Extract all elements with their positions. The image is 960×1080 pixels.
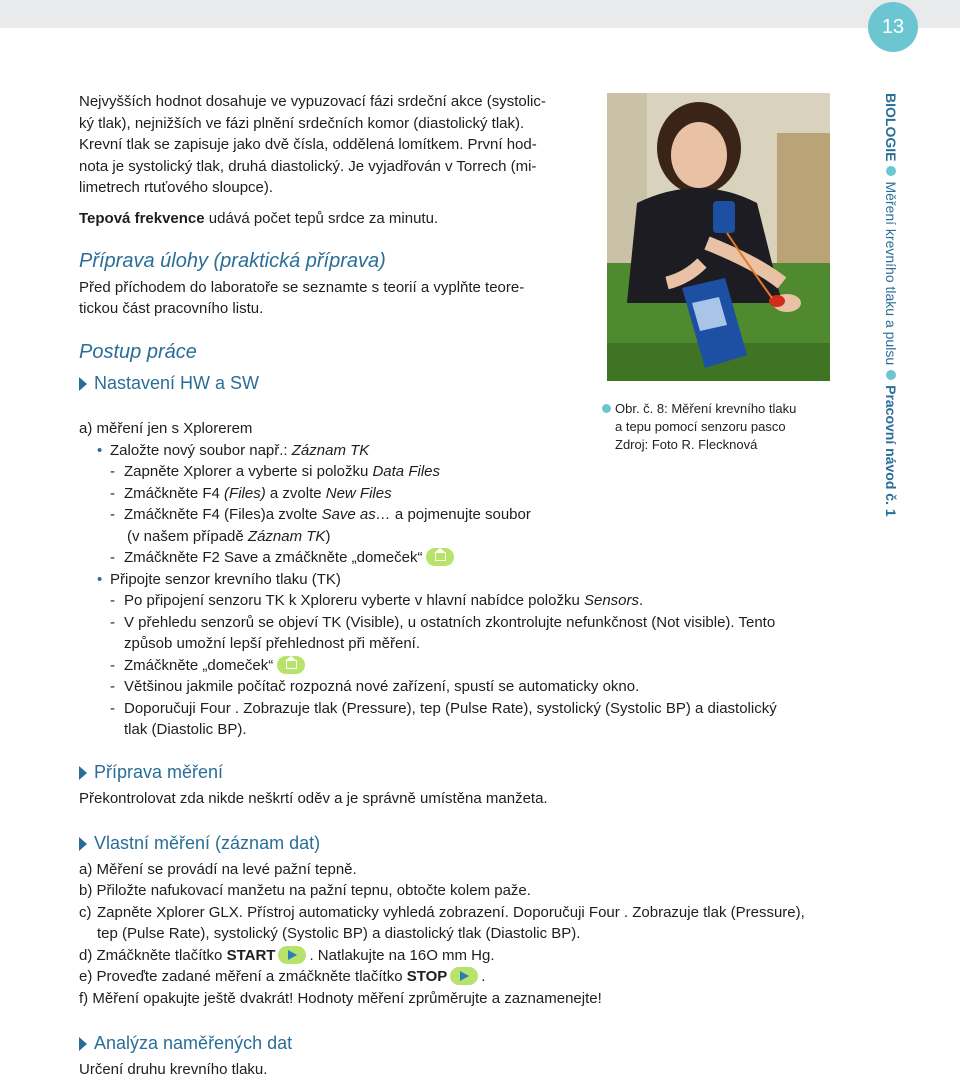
dash-marker: - [110,504,115,526]
dash-marker: - [110,612,115,634]
list-item [79,547,839,569]
dash-marker: - [110,655,115,677]
text-italic: Sensors [584,592,639,609]
dot-icon [886,370,896,380]
text-italic: New Files [326,485,392,502]
step-a: a) měření jen s Xplorerem [79,418,839,440]
text-bold: STOP [407,968,448,985]
section-vlastni-mereni [79,833,839,1009]
list-item [79,504,839,526]
section-priprava-mereni [79,762,839,809]
step-c [79,902,839,924]
text: Zmáčkněte F2 Save a zmáčkněte „domeček“ [124,549,422,566]
triangle-icon [79,377,87,391]
caption-line: Obr. č. 8: Měření krevního tlaku [615,401,796,416]
intro-column [79,91,585,395]
subheading-text: Vlastní měření (záznam dat) [94,833,320,855]
text: a zvolte [266,485,326,502]
text: Založte nový soubor např.: [110,442,292,459]
dash-marker: - [110,461,115,483]
text-line: tickou část pracovního listu. [79,300,263,317]
list-item-continued: způsob umožní lepší přehlednost při měření. [79,633,839,655]
list-item [79,483,839,505]
step-key: c) [79,902,92,924]
text: Zapněte Xplorer a vyberte si položku [124,463,372,480]
text: Zmáčkněte „domeček“ [124,657,273,674]
dash-marker: - [110,483,115,505]
term-bold: Tepová frekvence [79,210,205,227]
subheading-text: Analýza naměřených dat [94,1033,292,1055]
text: V přehledu senzorů se objeví TK (Visible), u ostatních zkontrolujte nefunkčnost (Not visible). Tento [124,614,775,631]
list-item-continued [79,526,839,548]
text-line: Krevní tlak se zapisuje jako dvě čísla, oddělená lomítkem. První hod- [79,136,537,153]
step-c-continued: tep (Pulse Rate), systolický (Systolic BP) a diastolický tlak (Diastolic BP). [79,923,839,945]
text-italic: (Files) [224,485,266,502]
dash-marker: - [110,698,115,720]
heading-analyza [79,1033,839,1055]
caption-line: Zdroj: Foto R. Flecknová [602,436,832,454]
text: Zapněte Xplorer GLX. Přístroj automaticky vyhledá zobrazení. Doporučuji Four . Zobrazuje tlak (Pressure), [97,904,805,921]
list-item-continued: tlak (Diastolic BP). [79,719,839,741]
home-icon [277,656,305,674]
triangle-icon [79,766,87,780]
step-e [79,966,839,988]
heading-postup: Postup práce [79,342,585,364]
list-item [79,698,839,720]
page-number: 13 [868,2,918,52]
heading-priprava-mereni [79,762,839,784]
top-bar [0,0,960,28]
text: Zmáčkněte F4 (Files)a zvolte [124,506,322,523]
heading-hw-sw [79,373,585,395]
list-item [79,569,839,591]
text-line: ký tlak), nejnižších ve fázi plnění srdečních komor (diastolický tlak). [79,115,524,132]
triangle-icon [79,1037,87,1051]
dot-icon [886,166,896,176]
text-italic: Data Files [372,463,440,480]
heading-priprava-ulohy: Příprava úlohy (praktická příprava) [79,251,585,273]
sidebar-running-title [880,93,910,533]
dot-icon [602,404,611,413]
sidebar-doc: Pracovní návod č. 1 [883,385,899,517]
text: a pojmenujte soubor [391,506,531,523]
subheading-text: Příprava měření [94,762,223,784]
text: . [481,968,485,985]
text-line: limetrech rtuťového sloupce). [79,179,273,196]
text: . Natlakujte na 16O mm Hg. [309,947,494,964]
photo-illustration [607,93,830,381]
home-icon [426,548,454,566]
text: Zmáčkněte F4 [124,485,224,502]
sidebar-topic: Měření krevního tlaku a pulsu [883,181,899,365]
step-f: f) Měření opakujte ještě dvakrát! Hodnoty měření zprůměrujte a zaznamenejte! [79,988,839,1010]
pulse-paragraph [79,208,585,230]
text: (v našem případě [127,528,248,545]
text-italic: Save as… [322,506,391,523]
step-d [79,945,839,967]
section-analyza [79,1033,839,1080]
text: . [639,592,643,609]
text-line: Nejvyšších hodnot dosahuje ve vypuzovací fázi srdeční akce (systolic- [79,93,546,110]
text: Po připojení senzoru TK k Xploreru vyberte v hlavní nabídce položku [124,592,584,609]
text: Doporučuji Four . Zobrazuje tlak (Pressure), tep (Pulse Rate), systolický (Systolic BP) a diastolický [124,700,777,717]
list-item [79,440,839,462]
list-item [79,655,839,677]
step-a: a) Měření se provádí na levé pažní tepně. [79,859,839,881]
list-item [79,612,839,634]
list-item [79,590,839,612]
text: udává počet tepů srdce za minutu. [205,210,438,227]
text: Překontrolovat zda nikde neškrtí oděv a je správně umístěna manžeta. [79,788,839,810]
text-line: Před příchodem do laboratoře se seznamte s teorií a vyplňte teore- [79,279,524,296]
play-icon [278,946,306,964]
list-item [79,461,839,483]
photo-blood-pressure [607,93,830,381]
text: ) [325,528,330,545]
text-bold: START [227,947,276,964]
play-icon [450,967,478,985]
step-b: b) Přiložte nafukovací manžetu na pažní tepnu, obtočte kolem paže. [79,880,839,902]
list-item [79,676,839,698]
text-italic: Záznam TK [292,442,370,459]
priprava-text [79,277,585,320]
text: Většinou jakmile počítač rozpozná nové zařízení, spustí se automaticky okno. [124,678,639,695]
text-italic: Záznam TK [248,528,326,545]
triangle-icon [79,837,87,851]
text: Určení druhu krevního tlaku. [79,1059,839,1080]
subheading-text: Nastavení HW a SW [94,373,259,395]
caption-line: a tepu pomocí senzoru pasco [602,418,832,436]
dash-marker: - [110,547,115,569]
text: Připojte senzor krevního tlaku (TK) [110,571,341,588]
dash-marker: - [110,676,115,698]
intro-paragraph [79,91,585,199]
text: d) Zmáčkněte tlačítko [79,947,227,964]
sidebar-subject: BIOLOGIE [883,93,899,161]
postup-steps [79,418,839,741]
heading-vlastni-mereni [79,833,839,855]
text: e) Proveďte zadané měření a zmáčkněte tlačítko [79,968,407,985]
dash-marker: - [110,590,115,612]
text-line: nota je systolický tlak, druhá diastolický. Je vyjadřován v Torrech (mi- [79,158,536,175]
